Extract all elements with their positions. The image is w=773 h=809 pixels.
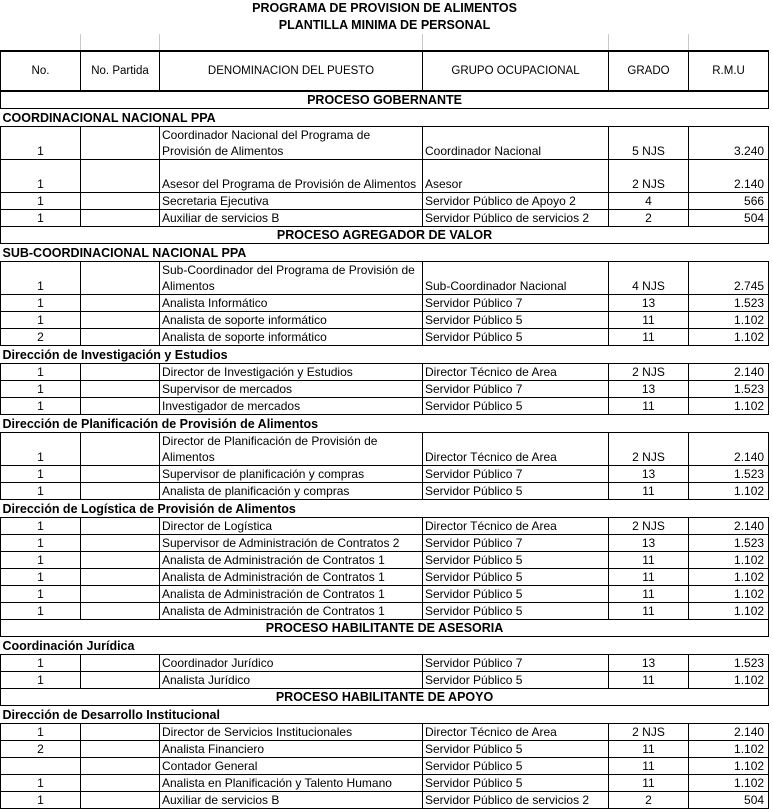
process-header-row xyxy=(1,620,769,637)
cell-puesto: Supervisor de Administración de Contratos 2 xyxy=(160,535,423,552)
cell-rmu: 2.140 xyxy=(689,364,769,381)
cell-grado: 11 xyxy=(609,758,689,775)
cell-grupo: Servidor Público 7 xyxy=(423,655,609,672)
cell-puesto: Analista en Planificación y Talento Humano xyxy=(160,775,423,792)
cell-puesto: Supervisor de mercados xyxy=(160,381,423,398)
cell-grado: 2 NJS xyxy=(609,160,689,193)
cell-partida xyxy=(81,655,160,672)
section-header: Dirección de Investigación y Estudios xyxy=(1,346,769,364)
cell-rmu: 1.102 xyxy=(689,329,769,346)
cell-grado: 11 xyxy=(609,398,689,415)
cell-puesto: Director de Investigación y Estudios xyxy=(160,364,423,381)
cell-grupo: Sub-Coordinador Nacional xyxy=(423,262,609,295)
table-row xyxy=(1,741,769,758)
cell-grupo: Servidor Público 5 xyxy=(423,398,609,415)
cell-puesto: Analista de Administración de Contratos 1 xyxy=(160,603,423,620)
cell-grado: 11 xyxy=(609,329,689,346)
table-row xyxy=(1,535,769,552)
cell-grado: 2 NJS xyxy=(609,518,689,535)
cell-partida xyxy=(81,160,160,193)
table-row xyxy=(1,724,769,741)
cell-grupo: Servidor Público 5 xyxy=(423,586,609,603)
cell-no: 1 xyxy=(1,262,81,295)
table-row xyxy=(1,603,769,620)
table-row xyxy=(1,381,769,398)
cell-grupo: Director Técnico de Area xyxy=(423,433,609,466)
cell-grado: 2 NJS xyxy=(609,364,689,381)
cell-grupo: Servidor Público 5 xyxy=(423,758,609,775)
cell-grupo: Director Técnico de Area xyxy=(423,364,609,381)
cell-no: 1 xyxy=(1,655,81,672)
cell-grado: 13 xyxy=(609,295,689,312)
cell-rmu: 504 xyxy=(689,792,769,809)
section-header: Dirección de Desarrollo Institucional xyxy=(1,706,769,724)
table-row xyxy=(1,655,769,672)
cell-no: 1 xyxy=(1,364,81,381)
cell-puesto: Analista de Administración de Contratos 1 xyxy=(160,569,423,586)
cell-partida xyxy=(81,758,160,775)
cell-no: 2 xyxy=(1,741,81,758)
cell-no: 1 xyxy=(1,518,81,535)
cell-no: 1 xyxy=(1,127,81,160)
section-header: SUB-COORDINACIONAL NACIONAL PPA xyxy=(1,244,769,262)
header-grado: GRADO xyxy=(609,51,689,91)
cell-grupo: Coordinador Nacional xyxy=(423,127,609,160)
cell-partida xyxy=(81,672,160,689)
cell-grado: 11 xyxy=(609,483,689,500)
table-row xyxy=(1,127,769,160)
process-header-row xyxy=(1,91,769,109)
cell-rmu: 2.140 xyxy=(689,160,769,193)
column-header-row xyxy=(1,51,769,91)
cell-rmu: 1.523 xyxy=(689,295,769,312)
cell-no: 1 xyxy=(1,603,81,620)
cell-puesto: Sub-Coordinador del Programa de Provisión de Alimentos xyxy=(160,262,423,295)
cell-no: 1 xyxy=(1,672,81,689)
cell-partida xyxy=(81,295,160,312)
cell-puesto: Investigador de mercados xyxy=(160,398,423,415)
title-row xyxy=(1,0,769,17)
spacer-cell xyxy=(1,34,81,51)
cell-grupo: Servidor Público 5 xyxy=(423,312,609,329)
header-rmu: R.M.U xyxy=(689,51,769,91)
page-title: PROGRAMA DE PROVISION DE ALIMENTOS xyxy=(252,1,517,15)
section-header-row xyxy=(1,109,769,127)
cell-grupo: Servidor Público 7 xyxy=(423,381,609,398)
header-partida: No. Partida xyxy=(81,51,160,91)
process-header-row xyxy=(1,227,769,244)
cell-rmu: 1.102 xyxy=(689,603,769,620)
table-row xyxy=(1,312,769,329)
cell-rmu: 1.523 xyxy=(689,535,769,552)
cell-grupo: Servidor Público 5 xyxy=(423,483,609,500)
cell-partida xyxy=(81,569,160,586)
cell-rmu: 1.102 xyxy=(689,552,769,569)
cell-grado: 13 xyxy=(609,466,689,483)
cell-grupo: Director Técnico de Area xyxy=(423,724,609,741)
cell-no xyxy=(1,758,81,775)
cell-grado: 5 NJS xyxy=(609,127,689,160)
process-header: PROCESO HABILITANTE DE ASESORIA xyxy=(1,620,769,637)
cell-grupo: Servidor Público 7 xyxy=(423,535,609,552)
cell-no: 1 xyxy=(1,398,81,415)
cell-rmu: 1.523 xyxy=(689,655,769,672)
cell-grado: 13 xyxy=(609,655,689,672)
cell-grado: 13 xyxy=(609,381,689,398)
cell-grado: 2 xyxy=(609,210,689,227)
section-header-row xyxy=(1,346,769,364)
cell-grado: 11 xyxy=(609,672,689,689)
page-subtitle: PLANTILLA MINIMA DE PERSONAL xyxy=(278,18,491,32)
spacer-cell xyxy=(423,34,609,51)
cell-puesto: Coordinador Nacional del Programa de Provisión de Alimentos xyxy=(160,127,423,160)
table-row xyxy=(1,398,769,415)
cell-partida xyxy=(81,603,160,620)
cell-no: 1 xyxy=(1,569,81,586)
cell-rmu: 504 xyxy=(689,210,769,227)
process-header-row xyxy=(1,689,769,706)
cell-grado: 2 NJS xyxy=(609,724,689,741)
cell-puesto: Analista de Administración de Contratos 1 xyxy=(160,552,423,569)
cell-no: 1 xyxy=(1,160,81,193)
cell-no: 1 xyxy=(1,775,81,792)
cell-puesto: Auxiliar de servicios B xyxy=(160,210,423,227)
cell-partida xyxy=(81,724,160,741)
table-row xyxy=(1,433,769,466)
cell-partida xyxy=(81,262,160,295)
table-row xyxy=(1,758,769,775)
cell-puesto: Contador General xyxy=(160,758,423,775)
cell-grado: 11 xyxy=(609,569,689,586)
cell-partida xyxy=(81,193,160,210)
cell-rmu: 2.745 xyxy=(689,262,769,295)
table-row xyxy=(1,792,769,809)
cell-partida xyxy=(81,535,160,552)
table-row xyxy=(1,160,769,193)
cell-puesto: Analista de planificación y compras xyxy=(160,483,423,500)
cell-grado: 11 xyxy=(609,312,689,329)
cell-grupo: Servidor Público 7 xyxy=(423,466,609,483)
subtitle-row xyxy=(1,17,769,34)
process-header: PROCESO GOBERNANTE xyxy=(1,91,769,109)
cell-grado: 2 NJS xyxy=(609,433,689,466)
cell-grupo: Asesor xyxy=(423,160,609,193)
cell-no: 1 xyxy=(1,724,81,741)
cell-grupo: Servidor Público 5 xyxy=(423,672,609,689)
cell-grado: 11 xyxy=(609,586,689,603)
cell-partida xyxy=(81,466,160,483)
cell-rmu: 1.102 xyxy=(689,398,769,415)
cell-rmu: 3.240 xyxy=(689,127,769,160)
cell-grupo: Servidor Público de servicios 2 xyxy=(423,792,609,809)
cell-rmu: 1.102 xyxy=(689,672,769,689)
table-row xyxy=(1,210,769,227)
table-row xyxy=(1,518,769,535)
cell-grado: 11 xyxy=(609,552,689,569)
cell-rmu: 2.140 xyxy=(689,724,769,741)
cell-partida xyxy=(81,552,160,569)
table-row xyxy=(1,586,769,603)
table-row xyxy=(1,483,769,500)
spacer-row xyxy=(1,34,769,51)
cell-no: 1 xyxy=(1,381,81,398)
cell-partida xyxy=(81,775,160,792)
cell-partida xyxy=(81,210,160,227)
cell-no: 1 xyxy=(1,312,81,329)
cell-no: 1 xyxy=(1,535,81,552)
cell-no: 1 xyxy=(1,483,81,500)
cell-partida xyxy=(81,792,160,809)
cell-no: 1 xyxy=(1,466,81,483)
cell-rmu: 2.140 xyxy=(689,518,769,535)
cell-grado: 11 xyxy=(609,741,689,758)
cell-puesto: Director de Planificación de Provisión de Alimentos xyxy=(160,433,423,466)
cell-grupo: Servidor Público 5 xyxy=(423,603,609,620)
cell-partida xyxy=(81,312,160,329)
cell-no: 1 xyxy=(1,433,81,466)
header-no: No. xyxy=(1,51,81,91)
cell-grado: 4 xyxy=(609,193,689,210)
cell-partida xyxy=(81,127,160,160)
cell-rmu: 1.523 xyxy=(689,466,769,483)
cell-puesto: Director de Servicios Institucionales xyxy=(160,724,423,741)
cell-rmu: 1.102 xyxy=(689,758,769,775)
cell-rmu: 1.102 xyxy=(689,586,769,603)
process-header: PROCESO HABILITANTE DE APOYO xyxy=(1,689,769,706)
table-row xyxy=(1,295,769,312)
cell-grado: 11 xyxy=(609,603,689,620)
cell-grado: 4 NJS xyxy=(609,262,689,295)
cell-puesto: Coordinador Jurídico xyxy=(160,655,423,672)
cell-partida xyxy=(81,483,160,500)
section-header-row xyxy=(1,706,769,724)
cell-rmu: 1.102 xyxy=(689,569,769,586)
cell-partida xyxy=(81,329,160,346)
cell-rmu: 1.102 xyxy=(689,312,769,329)
header-denominacion: DENOMINACION DEL PUESTO xyxy=(160,51,423,91)
cell-grupo: Director Técnico de Area xyxy=(423,518,609,535)
spacer-cell xyxy=(689,34,769,51)
cell-partida xyxy=(81,586,160,603)
cell-puesto: Analista de soporte informático xyxy=(160,312,423,329)
spacer-cell xyxy=(81,34,160,51)
cell-partida xyxy=(81,741,160,758)
cell-rmu: 1.102 xyxy=(689,741,769,758)
cell-grupo: Servidor Público 5 xyxy=(423,552,609,569)
cell-no: 1 xyxy=(1,193,81,210)
section-header: COORDINACIONAL NACIONAL PPA xyxy=(1,109,769,127)
cell-puesto: Supervisor de planificación y compras xyxy=(160,466,423,483)
cell-grupo: Servidor Público de servicios 2 xyxy=(423,210,609,227)
table-row xyxy=(1,775,769,792)
cell-no: 1 xyxy=(1,552,81,569)
cell-rmu: 1.523 xyxy=(689,381,769,398)
spacer-cell xyxy=(160,34,423,51)
cell-grupo: Servidor Público 5 xyxy=(423,741,609,758)
section-header-row xyxy=(1,637,769,655)
cell-puesto: Secretaria Ejecutiva xyxy=(160,193,423,210)
table-row xyxy=(1,262,769,295)
cell-no: 1 xyxy=(1,586,81,603)
table-row xyxy=(1,466,769,483)
cell-grado: 2 xyxy=(609,792,689,809)
cell-no: 1 xyxy=(1,210,81,227)
cell-puesto: Director de Logística xyxy=(160,518,423,535)
cell-grado: 11 xyxy=(609,775,689,792)
cell-puesto: Asesor del Programa de Provisión de Alimentos xyxy=(160,160,423,193)
cell-rmu: 1.102 xyxy=(689,483,769,500)
cell-rmu: 1.102 xyxy=(689,775,769,792)
section-header: Dirección de Logística de Provisión de Alimentos xyxy=(1,500,769,518)
section-header-row xyxy=(1,415,769,433)
cell-puesto: Analista de soporte informático xyxy=(160,329,423,346)
spacer-cell xyxy=(609,34,689,51)
header-grupo: GRUPO OCUPACIONAL xyxy=(423,51,609,91)
cell-partida xyxy=(81,433,160,466)
cell-puesto: Analista Financiero xyxy=(160,741,423,758)
table-row xyxy=(1,552,769,569)
table-row xyxy=(1,364,769,381)
section-header-row xyxy=(1,244,769,262)
cell-puesto: Analista Informático xyxy=(160,295,423,312)
cell-grupo: Servidor Público 5 xyxy=(423,775,609,792)
cell-puesto: Analista de Administración de Contratos 1 xyxy=(160,586,423,603)
cell-rmu: 566 xyxy=(689,193,769,210)
process-header: PROCESO AGREGADOR DE VALOR xyxy=(1,227,769,244)
cell-partida xyxy=(81,381,160,398)
section-header: Coordinación Jurídica xyxy=(1,637,769,655)
cell-rmu: 2.140 xyxy=(689,433,769,466)
table-row xyxy=(1,329,769,346)
cell-grupo: Servidor Público de Apoyo 2 xyxy=(423,193,609,210)
table-row xyxy=(1,569,769,586)
cell-no: 1 xyxy=(1,792,81,809)
table-row xyxy=(1,672,769,689)
cell-grupo: Servidor Público 7 xyxy=(423,295,609,312)
cell-partida xyxy=(81,398,160,415)
cell-puesto: Auxiliar de servicios B xyxy=(160,792,423,809)
cell-partida xyxy=(81,364,160,381)
cell-no: 2 xyxy=(1,329,81,346)
cell-grupo: Servidor Público 5 xyxy=(423,329,609,346)
cell-grado: 13 xyxy=(609,535,689,552)
cell-grupo: Servidor Público 5 xyxy=(423,569,609,586)
section-header: Dirección de Planificación de Provisión de Alimentos xyxy=(1,415,769,433)
cell-no: 1 xyxy=(1,295,81,312)
cell-puesto: Analista Jurídico xyxy=(160,672,423,689)
section-header-row xyxy=(1,500,769,518)
table-row xyxy=(1,193,769,210)
cell-partida xyxy=(81,518,160,535)
